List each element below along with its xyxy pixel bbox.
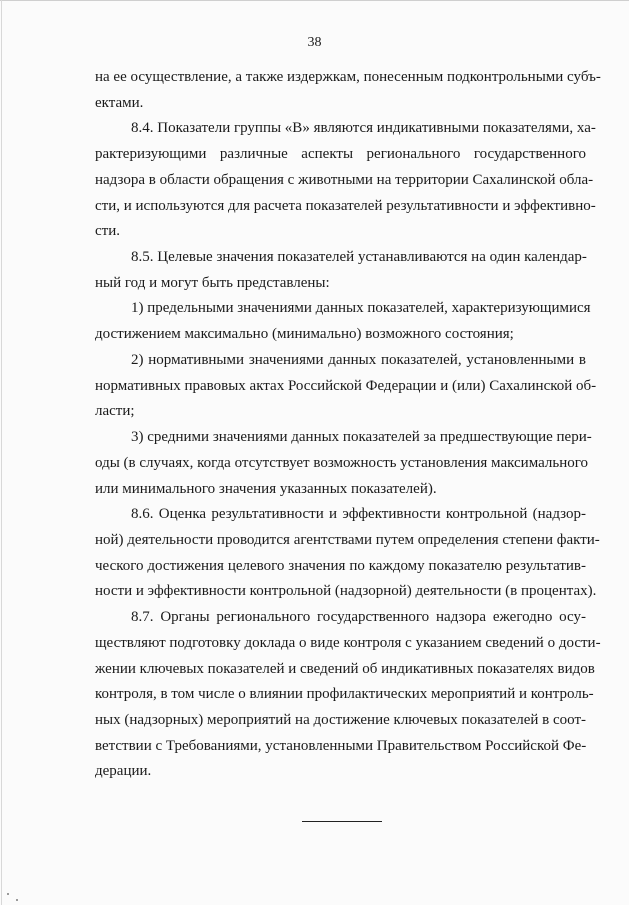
paragraph-p-item-1	[95, 296, 591, 347]
text-line: сти, и используются для расчета показателей результативности и эффективно-	[95, 197, 596, 214]
text-line: ческого достижения целевого значения по каждому показателю результатив-	[95, 557, 586, 574]
text-line: надзора в области обращения с животными на территории Сахалинской обла-	[95, 171, 594, 188]
paragraph-p-continuation	[95, 65, 601, 116]
text-line: ществляют подготовку доклада о виде контроля с указанием сведений о дости-	[95, 634, 601, 651]
text-line: ных (надзорных) мероприятий на достижение ключевых показателей в соот-	[95, 711, 586, 728]
text-line: на ее осуществление, а также издержкам, понесенным подконтрольными субъ-	[95, 69, 601, 85]
paragraph-p-8-7	[95, 605, 601, 785]
text-line: 8.7. Органы регионального государственного надзора ежегодно осу-	[131, 609, 586, 626]
paragraph-p-8-6	[95, 502, 600, 605]
text-line: 8.4. Показатели группы «В» являются индикативными показателями, ха-	[131, 120, 596, 137]
text-line: 2) нормативными значениями данных показателей, установленными в	[131, 351, 586, 368]
text-line: рактеризующими различные аспекты регионального государственного	[95, 146, 586, 163]
text-line: ектами.	[95, 94, 144, 111]
text-line: ности и эффективности контрольной (надзорной) деятельности (в процентах).	[95, 583, 597, 600]
paragraph-p-8-4	[95, 116, 596, 245]
document-body	[95, 65, 601, 785]
text-line: дерации.	[95, 763, 152, 780]
scan-speck	[16, 899, 18, 901]
scan-speck	[7, 893, 9, 895]
text-line: ный год и могут быть представлены:	[95, 274, 330, 291]
text-line: достижением максимально (минимально) возможного состояния;	[95, 326, 514, 343]
scan-top-edge	[0, 0, 629, 1]
text-line: ветствии с Требованиями, установленными Правительством Российской Фе-	[95, 737, 587, 754]
scan-left-edge	[1, 0, 2, 905]
paragraph-p-item-3	[95, 425, 592, 502]
text-line: ласти;	[95, 403, 135, 420]
text-line: нормативных правовых актах Российской Федерации и (или) Сахалинской об-	[95, 377, 597, 394]
end-separator-line	[302, 821, 382, 822]
text-line: 3) средними значениями данных показателей за предшествующие пери-	[131, 429, 592, 446]
paragraph-p-item-2	[95, 348, 597, 425]
text-line: оды (в случаях, когда отсутствует возможность установления максимального	[95, 454, 589, 471]
text-line: 8.5. Целевые значения показателей устанавливаются на один календар-	[131, 249, 587, 266]
text-line: контроля, в том числе о влиянии профилактических мероприятий и контроль-	[95, 686, 594, 703]
text-line: ной) деятельности проводится агентствами путем определения степени факти-	[95, 531, 600, 548]
text-line: 1) предельными значениями данных показателей, характеризующимися	[131, 300, 591, 317]
paragraph-p-8-5	[95, 245, 586, 296]
page-number: 38	[307, 35, 322, 50]
text-line: сти.	[95, 223, 120, 240]
text-line: 8.6. Оценка результативности и эффективности контрольной (надзор-	[131, 506, 586, 523]
text-line: или минимального значения указанных показателей).	[95, 480, 437, 497]
text-line: жении ключевых показателей и сведений об индикативных показателях видов	[95, 660, 595, 677]
